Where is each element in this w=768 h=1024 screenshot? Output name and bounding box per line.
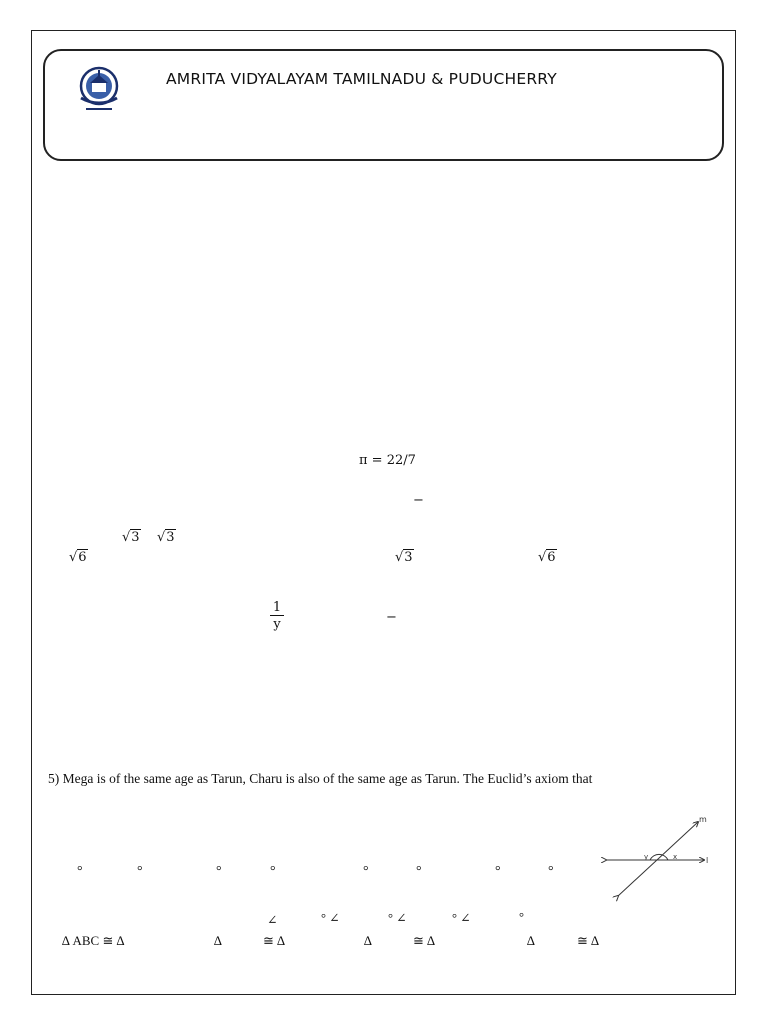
degree-mark: ° [548,864,554,879]
degree-angle: ° ∠ [452,911,471,925]
sqrt-3-b: √3 [157,530,175,545]
angle-arc [650,854,668,860]
minus-sign-2: − [386,610,397,625]
congruence-symbol: ≅ ∆ [263,933,286,948]
congruence-symbol: ≅ ∆ [577,933,600,948]
minus-sign: − [413,493,424,508]
label-m: m [699,815,707,824]
degree-mark: ° [216,864,222,879]
fraction-one-over-y [270,600,284,634]
label-l: l [706,856,709,865]
triangle-congruence: ∆ ABC ≅ ∆ [62,933,125,948]
degree-mark: ° [270,864,276,879]
degree-mark-end: ° [519,910,524,924]
degree-angle: ° ∠ [321,911,340,925]
congruence-symbol: ≅ ∆ [413,933,436,948]
pi-value: π = 22/7 [359,453,416,468]
degree-mark: ° [495,864,501,879]
question-5-text: 5) Mega is of the same age as Tarun, Charu is also of the same age as Tarun. The Euclid’s axiom that [48,771,593,786]
sqrt-6-b: √6 [538,550,556,565]
sqrt-3-a: √3 [122,530,140,545]
angle-symbol: ∠ [267,913,278,927]
degree-mark: ° [137,864,143,879]
triangle-symbol: ∆ [214,933,222,948]
triangle-symbol: ∆ [527,933,535,948]
degree-angle: ° ∠ [388,911,407,925]
fraction-numerator: 1 [270,600,284,616]
sqrt-6-a: √6 [69,550,87,565]
school-name: AMRITA VIDYALAYAM TAMILNADU & PUDUCHERRY [166,70,557,88]
degree-mark: ° [77,864,83,879]
amrita-emblem-icon [72,62,126,116]
sqrt-3-c: √3 [395,550,413,565]
line-m [618,822,698,896]
triangle-symbol: ∆ [364,933,372,948]
label-y: y [644,853,649,861]
header-box [43,49,724,161]
degree-mark: ° [416,864,422,879]
transversal-figure [598,812,716,902]
degree-mark: ° [363,864,369,879]
label-x: x [673,853,678,861]
fraction-denominator: y [273,617,281,632]
